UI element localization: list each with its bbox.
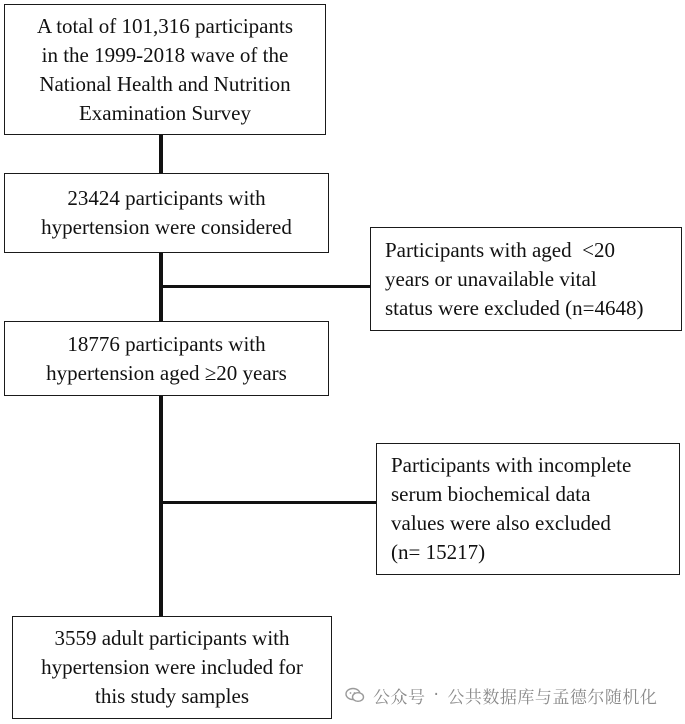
exclusion-age-box [370, 227, 682, 331]
wechat-icon [345, 687, 365, 703]
exclusion-biochem-line-1: Participants with incomplete [391, 453, 632, 477]
aged-participants-text [46, 330, 287, 388]
final-sample-text [41, 624, 303, 711]
exclusion-biochem-line-2: serum biochemical data [391, 482, 591, 506]
initial-population-text [37, 12, 293, 128]
aged-line-1: 18776 participants with [67, 331, 266, 356]
final-sample-box [12, 616, 332, 719]
initial-line-2: in the 1999-2018 wave of the [41, 42, 289, 67]
exclusion-biochem-line-3: values were also excluded [391, 511, 611, 535]
watermark-separator: · [433, 685, 440, 705]
exclusion-biochem-line-4: (n= 15217) [391, 540, 486, 564]
connector-branch-exclusion-age [161, 285, 371, 288]
watermark-prefix: 公众号 [373, 687, 426, 708]
exclusion-biochem-text [391, 451, 631, 567]
connector-aged-to-final [159, 395, 163, 617]
final-line-2: hypertension were included for [41, 655, 303, 679]
hypertension-line-2: hypertension were considered [41, 215, 292, 239]
aged-participants-box [4, 321, 329, 396]
exclusion-age-line-1: Participants with aged <20 [385, 237, 615, 262]
connector-branch-exclusion-biochem [161, 501, 377, 504]
final-line-3: this study samples [94, 684, 249, 708]
aged-line-2: hypertension aged ≥20 years [46, 360, 287, 385]
initial-line-4: Examination Survey [78, 100, 252, 125]
hypertension-line-1: 23424 participants with [67, 186, 266, 210]
hypertension-text [41, 184, 292, 242]
initial-line-1: A total of 101,316 participants [36, 13, 294, 38]
watermark-name: 公共数据库与孟德尔随机化 [447, 687, 658, 708]
exclusion-age-line-2: years or unavailable vital [385, 266, 597, 291]
exclusion-age-text [385, 236, 644, 323]
wechat-watermark [345, 680, 657, 710]
connector-initial-to-hypertension [159, 134, 163, 174]
final-line-1: 3559 adult participants with [54, 626, 290, 650]
initial-population-box [4, 4, 326, 135]
initial-line-3: National Health and Nutrition [39, 71, 291, 96]
hypertension-box [4, 173, 329, 253]
exclusion-age-line-3: status were excluded (n=4648) [385, 295, 644, 320]
exclusion-biochem-box [376, 443, 680, 575]
